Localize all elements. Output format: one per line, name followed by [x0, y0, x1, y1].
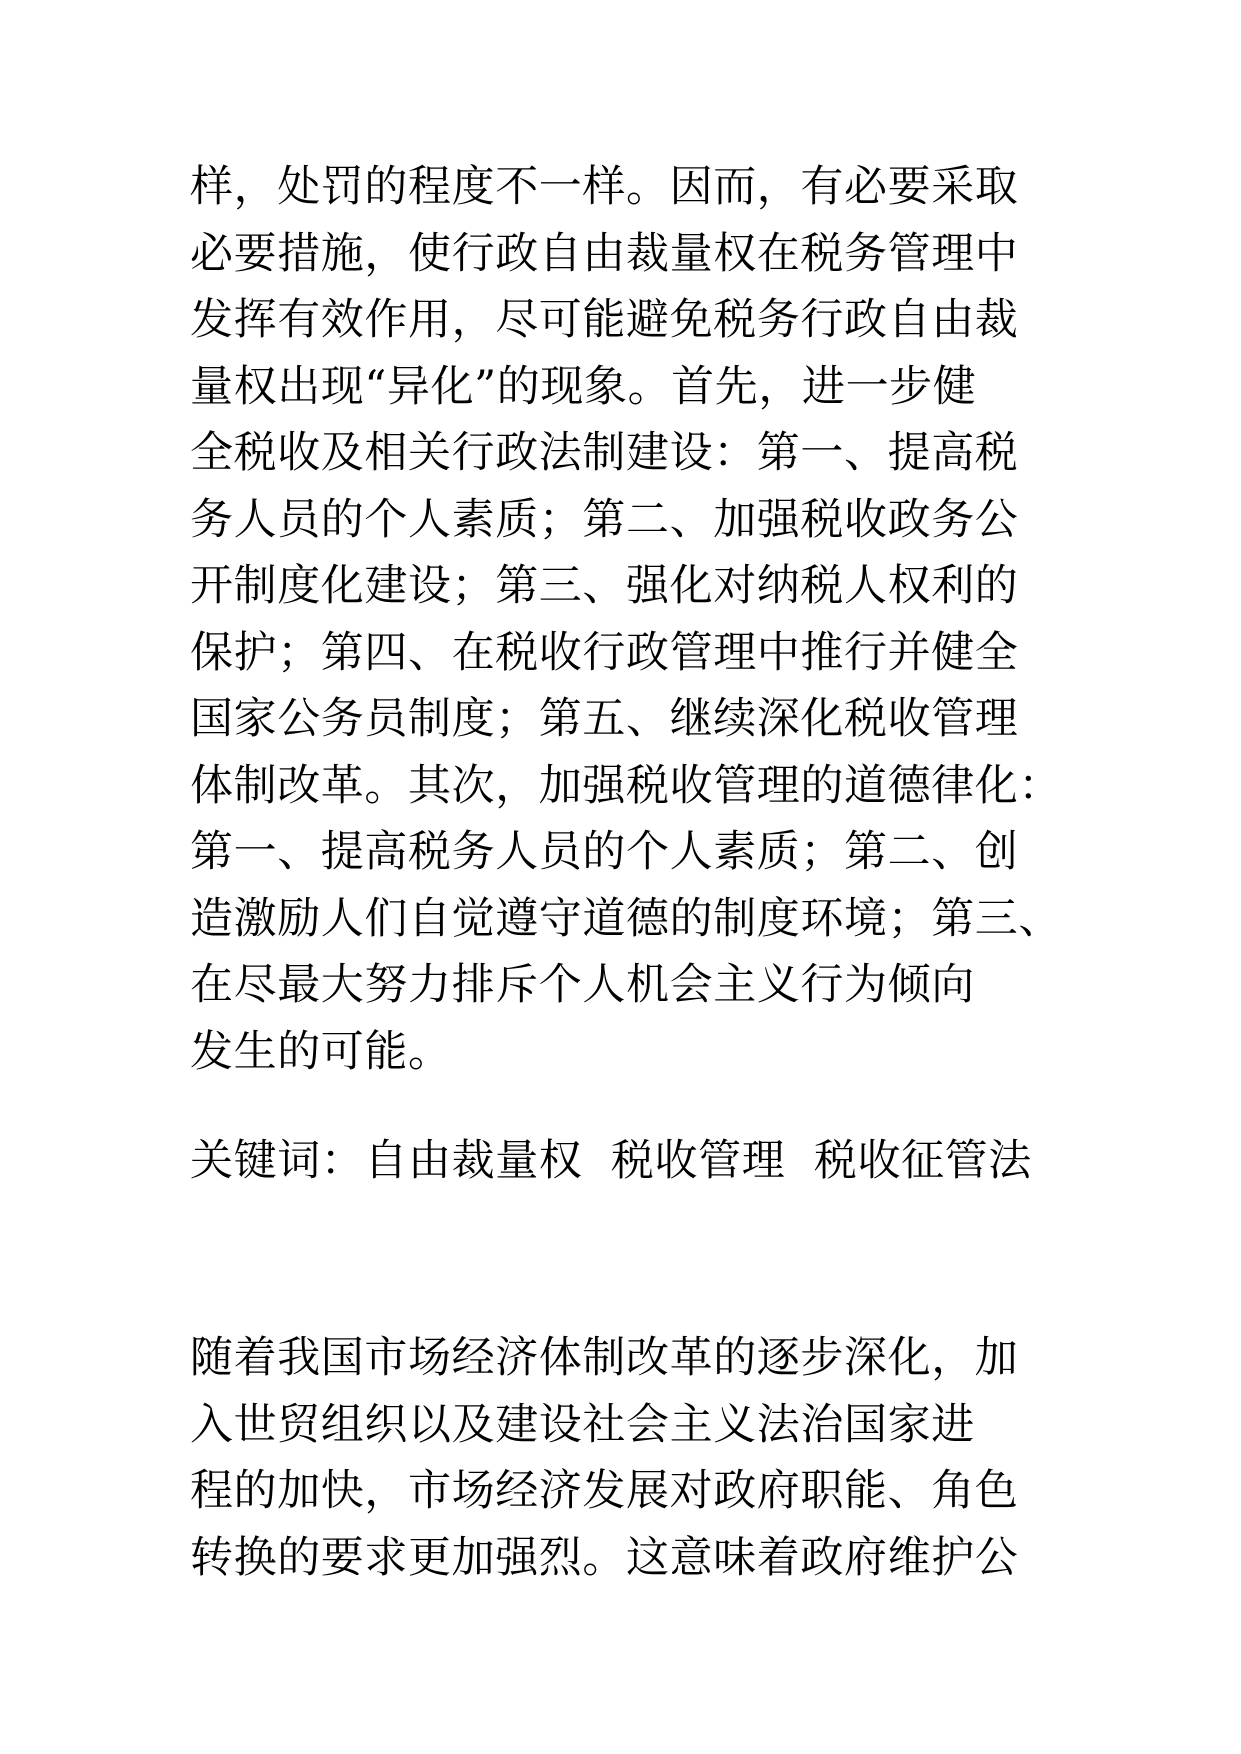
text-line: 必要措施，使行政自由裁量权在税务管理中	[190, 228, 1019, 279]
text-line: 入世贸组织以及建设社会主义法治国家进	[190, 1399, 975, 1450]
text-line: 保护；第四、在税收行政管理中推行并健全	[190, 627, 1019, 678]
text-line: 国家公务员制度；第五、继续深化税收管理	[190, 694, 1019, 744]
text-line: 全税收及相关行政法制建设：第一、提高税	[190, 428, 1019, 478]
keywords-line	[190, 1128, 1070, 1195]
text-line: 随着我国市场经济体制改革的逐步深化，加	[190, 1333, 1019, 1383]
text-line: 量权出现“异化”的现象。首先，进一步健	[190, 361, 977, 412]
abstract-paragraph	[190, 154, 1070, 1085]
text-line: 开制度化建设；第三、强化对纳税人权利的	[190, 561, 1019, 611]
body-paragraph	[190, 1325, 1070, 1591]
text-line: 发生的可能。	[190, 1026, 452, 1077]
text-line: 造激励人们自觉遵守道德的制度环境；第三、	[190, 893, 1062, 944]
text-line: 样，处罚的程度不一样。因而，有必要采取	[190, 162, 1019, 212]
text-line: 发挥有效作用，尽可能避免税务行政自由裁	[190, 295, 1019, 345]
text-line: 在尽最大努力排斥个人机会主义行为倾向	[190, 960, 975, 1010]
text-line: 务人员的个人素质；第二、加强税收政务公	[190, 494, 1019, 545]
text-line: 体制改革。其次，加强税收管理的道德律化：	[190, 760, 1062, 811]
text-line: 转换的要求更加强烈。这意味着政府维护公	[190, 1532, 1019, 1583]
text-line: 第一、提高税务人员的个人素质；第二、创	[190, 827, 1019, 877]
keywords-text: 关键词：自由裁量权 税收管理 税收征管法	[190, 1136, 1032, 1186]
text-line: 程的加快，市场经济发展对政府职能、角色	[190, 1466, 1019, 1516]
